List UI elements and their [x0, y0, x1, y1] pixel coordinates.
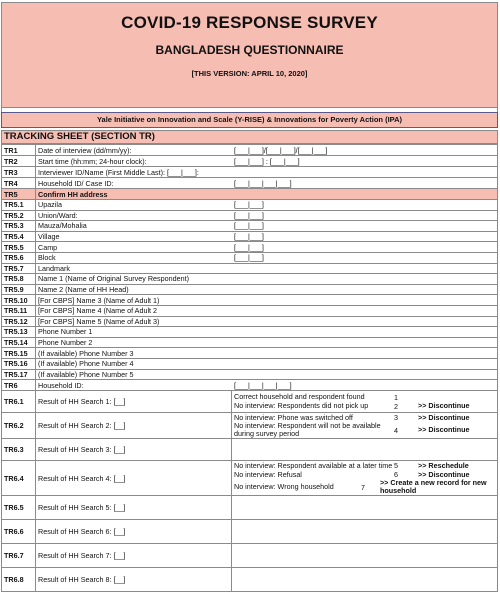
row-content — [36, 167, 498, 178]
table-row — [2, 316, 498, 327]
answer-options — [232, 568, 498, 592]
entry-field[interactable]: [___|___|___|___] — [234, 178, 292, 188]
row-code: TR6 — [2, 380, 36, 391]
table-row — [2, 380, 498, 391]
row-label: Camp — [38, 242, 58, 252]
row-content — [36, 156, 498, 167]
answer-skip: >> Reschedule — [418, 460, 469, 470]
row-label: Block — [38, 253, 56, 263]
row-code: TR1 — [2, 145, 36, 156]
row-code: TR5.3 — [2, 221, 36, 232]
row-code: TR5.6 — [2, 252, 36, 263]
answer-label: No interview: Refusal — [234, 469, 302, 479]
search-question[interactable]: Result of HH Search 4: [__] — [36, 461, 232, 496]
table-row — [2, 274, 498, 285]
row-content — [36, 337, 498, 348]
table-row — [2, 391, 498, 413]
table-row — [2, 242, 498, 253]
answer-options — [232, 520, 498, 544]
row-code: TR6.4 — [2, 461, 36, 496]
row-code: TR6.5 — [2, 496, 36, 520]
table-row — [2, 252, 498, 263]
table-row — [2, 167, 498, 178]
answer-option[interactable] — [234, 422, 495, 438]
row-code: TR6.8 — [2, 568, 36, 592]
row-code: TR5.14 — [2, 337, 36, 348]
row-label: Name 2 (Name of HH Head) — [38, 285, 129, 295]
yale-banner: Yale Initiative on Innovation and Scale (Y-RISE) & Innovations for Poverty Action (IPA) — [1, 112, 498, 128]
row-code: TR5.9 — [2, 284, 36, 295]
answer-code: 7 — [360, 482, 365, 492]
table-row — [2, 295, 498, 306]
answer-skip: >> Discontinue — [418, 401, 470, 411]
entry-box[interactable]: [___|___] — [234, 210, 264, 220]
answer-skip: >> Discontinue — [418, 425, 470, 435]
row-content — [36, 242, 498, 253]
answer-label: No interview: Respondent will not be available during survey period — [234, 421, 381, 439]
row-label: Village — [38, 232, 60, 242]
row-label: [For CBPS] Name 4 (Name of Adult 2 — [38, 306, 158, 316]
row-label: Confirm HH address — [36, 189, 498, 200]
row-label: (If available) Phone Number 5 — [38, 369, 134, 379]
entry-field[interactable]: [___|___]/[___|___]/[___|___] — [234, 145, 328, 155]
row-code: TR6.7 — [2, 544, 36, 568]
table-row — [2, 520, 498, 544]
row-code: TR5.10 — [2, 295, 36, 306]
table-row — [2, 156, 498, 167]
row-code: TR5.11 — [2, 305, 36, 316]
answer-skip: >> Discontinue — [418, 469, 470, 479]
answer-label: No interview: Wrong household — [234, 482, 334, 492]
table-row — [2, 210, 498, 221]
answer-code: 5 — [394, 461, 398, 471]
row-code: TR5.8 — [2, 274, 36, 285]
search-question[interactable]: Result of HH Search 2: [__] — [36, 413, 232, 439]
row-code: TR5.7 — [2, 263, 36, 274]
row-content — [36, 316, 498, 327]
search-question[interactable]: Result of HH Search 1: [__] — [36, 391, 232, 413]
row-label: [For CBPS] Name 5 (Name of Adult 3) — [38, 316, 160, 326]
entry-field[interactable]: [___|___] : [___|___] — [234, 156, 300, 166]
row-content — [36, 348, 498, 359]
row-label: Household ID/ Case ID: — [38, 178, 114, 188]
row-label: Name 1 (Name of Original Survey Respondent) — [38, 274, 190, 284]
row-code: TR5.13 — [2, 327, 36, 338]
table-row — [2, 358, 498, 369]
row-content — [36, 305, 498, 316]
entry-box[interactable]: [___|___] — [234, 200, 264, 210]
row-code: TR2 — [2, 156, 36, 167]
entry-box[interactable]: [___|___] — [234, 242, 264, 252]
row-label: (If available) Phone Number 3 — [38, 348, 134, 358]
row-code: TR6.6 — [2, 520, 36, 544]
table-row — [2, 221, 498, 232]
row-code: TR5.15 — [2, 348, 36, 359]
row-label: Upazila — [38, 200, 62, 210]
row-label: Interviewer ID/Name (First Middle Last): [___|___]: — [38, 167, 199, 177]
answer-label: Correct household and respondent found — [234, 392, 365, 402]
row-code: TR5.4 — [2, 231, 36, 242]
entry-field[interactable]: [___|___|___|___] — [234, 380, 292, 390]
table-row — [2, 327, 498, 338]
table-row — [2, 496, 498, 520]
answer-code: 4 — [394, 425, 398, 435]
row-content — [36, 200, 498, 211]
table-row — [2, 200, 498, 211]
row-content — [36, 252, 498, 263]
search-question[interactable]: Result of HH Search 8: [__] — [36, 568, 232, 592]
row-code: TR4 — [2, 178, 36, 189]
table-row — [2, 305, 498, 316]
table-row — [2, 145, 498, 156]
row-label: Landmark — [38, 263, 70, 273]
row-content — [36, 327, 498, 338]
row-content — [36, 178, 498, 189]
entry-box[interactable]: [___|___] — [234, 253, 264, 263]
row-code: TR6.3 — [2, 439, 36, 461]
answer-options — [232, 496, 498, 520]
survey-title: COVID-19 RESPONSE SURVEY — [121, 13, 378, 32]
survey-subtitle: BANGLADESH QUESTIONNAIRE — [155, 43, 344, 57]
search-question[interactable]: Result of HH Search 6: [__] — [36, 520, 232, 544]
row-content — [36, 231, 498, 242]
answer-options — [232, 544, 498, 568]
answer-option[interactable] — [234, 479, 495, 495]
table-row — [2, 413, 498, 439]
row-label: Mauza/Mohalia — [38, 221, 87, 231]
row-content — [36, 295, 498, 306]
answer-options — [232, 413, 498, 439]
answer-option[interactable] — [234, 402, 495, 411]
answer-option[interactable] — [234, 461, 495, 470]
table-row — [2, 568, 498, 592]
row-code: TR5.5 — [2, 242, 36, 253]
row-label: [For CBPS] Name 3 (Name of Adult 1) — [38, 295, 160, 305]
row-label: Phone Number 1 — [38, 327, 93, 337]
row-label: Phone Number 2 — [38, 338, 93, 348]
answer-code: 1 — [394, 392, 398, 402]
row-label: Household ID: — [38, 380, 84, 390]
row-code: TR6.1 — [2, 391, 36, 413]
row-content — [36, 221, 498, 232]
row-code: TR5 — [2, 189, 36, 200]
answer-code: 2 — [394, 401, 398, 411]
row-code: TR6.2 — [2, 413, 36, 439]
table-row — [2, 544, 498, 568]
table-row — [2, 337, 498, 348]
answer-skip: >> Create a new record for new household — [379, 478, 487, 496]
row-code: TR5.1 — [2, 200, 36, 211]
answer-options — [232, 461, 498, 496]
row-content — [36, 145, 498, 156]
search-question[interactable]: Result of HH Search 7: [__] — [36, 544, 232, 568]
row-content — [36, 263, 498, 274]
search-question[interactable]: Result of HH Search 3: [__] — [36, 439, 232, 461]
table-row — [2, 189, 498, 200]
answer-label: No interview: Respondents did not pick up — [234, 401, 369, 411]
table-row — [2, 263, 498, 274]
table-row — [2, 369, 498, 380]
table-row — [2, 439, 498, 461]
row-content — [36, 380, 498, 391]
row-code: TR5.2 — [2, 210, 36, 221]
row-label: Start time (hh:mm; 24-hour clock): — [38, 156, 147, 166]
answer-label: No interview: Phone was switched off — [234, 412, 353, 422]
row-label: Date of interview (dd/mm/yy): — [38, 145, 132, 155]
tracking-table — [1, 144, 498, 592]
row-content — [36, 284, 498, 295]
table-row — [2, 348, 498, 359]
answer-options — [232, 391, 498, 413]
answer-skip: >> Discontinue — [418, 412, 470, 422]
table-row — [2, 284, 498, 295]
section-title: TRACKING SHEET (SECTION TR) — [1, 130, 498, 144]
row-label: Union/Ward: — [38, 210, 78, 220]
entry-box[interactable]: [___|___] — [234, 221, 264, 231]
answer-code: 6 — [394, 470, 398, 480]
row-content — [36, 358, 498, 369]
survey-version: [THIS VERSION: APRIL 10, 2020] — [191, 69, 308, 78]
answer-label: No interview: Respondent available at a later time — [234, 460, 393, 470]
row-code: TR5.12 — [2, 316, 36, 327]
row-content — [36, 210, 498, 221]
row-code: TR5.16 — [2, 358, 36, 369]
table-row — [2, 178, 498, 189]
row-content — [36, 274, 498, 285]
row-code: TR3 — [2, 167, 36, 178]
answer-code: 3 — [394, 413, 398, 423]
row-label: (If available) Phone Number 4 — [38, 359, 134, 369]
search-question[interactable]: Result of HH Search 5: [__] — [36, 496, 232, 520]
row-content — [36, 369, 498, 380]
survey-header — [1, 2, 498, 108]
row-code: TR5.17 — [2, 369, 36, 380]
answer-options — [232, 439, 498, 461]
table-row — [2, 461, 498, 496]
table-row — [2, 231, 498, 242]
entry-box[interactable]: [___|___] — [234, 232, 264, 242]
